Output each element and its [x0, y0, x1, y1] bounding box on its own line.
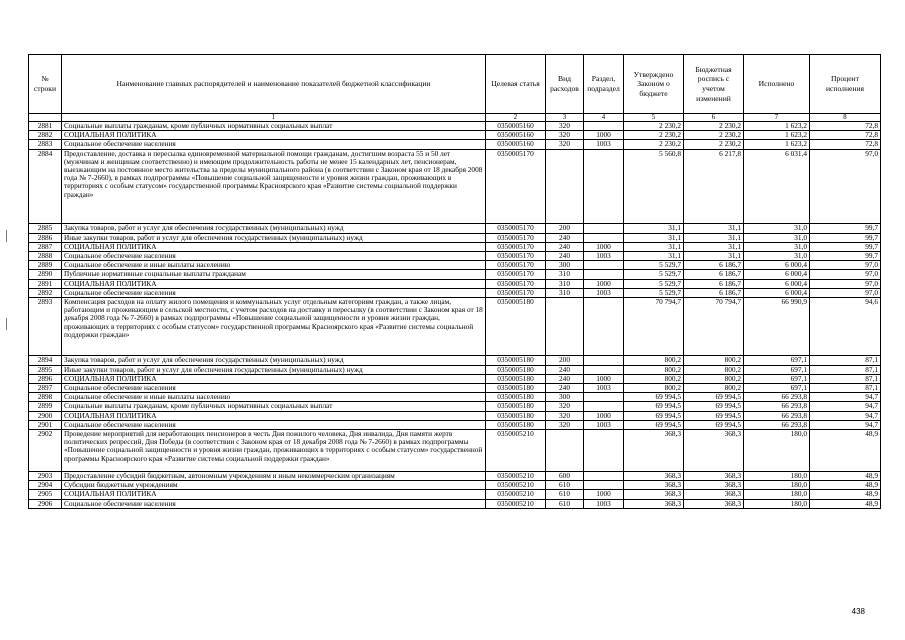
- expense-kind-cell: 600: [546, 472, 584, 481]
- approved-cell: 5 529,7: [624, 261, 684, 270]
- expense-kind-cell: 200: [546, 224, 584, 233]
- section-cell: [584, 233, 624, 242]
- row-number-cell: 2904: [29, 481, 62, 490]
- section-cell: [584, 430, 624, 472]
- expense-kind-cell: 610: [546, 499, 584, 508]
- column-number: [29, 114, 62, 122]
- table-row: [29, 270, 881, 279]
- expense-kind-cell: 240: [546, 242, 584, 251]
- executed-cell: 180,0: [744, 430, 810, 472]
- executed-cell: 31,0: [744, 224, 810, 233]
- section-cell: [584, 365, 624, 374]
- header-executed: Исполнено: [744, 55, 810, 114]
- executed-cell: 66 293,8: [744, 402, 810, 411]
- budget-painting-cell: 368,3: [684, 472, 744, 481]
- section-cell: 1003: [584, 252, 624, 261]
- row-name-cell: Социальные выплаты гражданам, кроме публичных нормативных социальных выплат: [62, 122, 486, 131]
- approved-cell: 5 529,7: [624, 288, 684, 297]
- row-number-cell: 2898: [29, 393, 62, 402]
- table-row: [29, 411, 881, 420]
- column-number: 3: [546, 114, 584, 122]
- approved-cell: 368,3: [624, 490, 684, 499]
- target-article-cell: 0350005170: [486, 224, 546, 233]
- table-row: [29, 393, 881, 402]
- budget-painting-cell: 2 230,2: [684, 122, 744, 131]
- expense-kind-cell: 320: [546, 131, 584, 140]
- column-number: 5: [624, 114, 684, 122]
- budget-painting-cell: 368,3: [684, 490, 744, 499]
- approved-cell: 800,2: [624, 365, 684, 374]
- target-article-cell: 0350005170: [486, 233, 546, 242]
- table-row: [29, 481, 881, 490]
- row-name-cell: СОЦИАЛЬНАЯ ПОЛИТИКА: [62, 131, 486, 140]
- row-name-cell: Проведение мероприятий для неработающих пенсионеров в честь Дня пожилого человека, Дня инвалида, Дня памяти жертв политических репрессий, Дня Победы (в соответствии с Законом края от 18 декабря 2008 года № 7-2660) в рамках подпрограммы «Повышение социальной защищенности и уровня жизни граждан, проживающих в территориях с особым статусом» государственной программы Красноярского края «Развитие системы социальной поддержки граждан»: [62, 430, 486, 472]
- table-row: [29, 242, 881, 251]
- expense-kind-cell: 320: [546, 402, 584, 411]
- percent-cell: 72,8: [810, 122, 881, 131]
- row-name-cell: СОЦИАЛЬНАЯ ПОЛИТИКА: [62, 411, 486, 420]
- expense-kind-cell: 310: [546, 288, 584, 297]
- executed-cell: 66 293,8: [744, 411, 810, 420]
- expense-kind-cell: 240: [546, 374, 584, 383]
- section-cell: [584, 402, 624, 411]
- percent-cell: 94,7: [810, 393, 881, 402]
- budget-painting-cell: 31,1: [684, 242, 744, 251]
- budget-painting-cell: 69 994,5: [684, 420, 744, 429]
- percent-cell: 97,0: [810, 288, 881, 297]
- percent-cell: 97,0: [810, 279, 881, 288]
- table-row: [29, 356, 881, 365]
- row-number-cell: 2905: [29, 490, 62, 499]
- target-article-cell: 0350005180: [486, 393, 546, 402]
- budget-painting-cell: 6 217,8: [684, 149, 744, 224]
- row-number-cell: 2902: [29, 430, 62, 472]
- row-name-cell: Социальное обеспечение и иные выплаты населению: [62, 261, 486, 270]
- budget-painting-cell: 69 994,5: [684, 402, 744, 411]
- budget-painting-cell: 368,3: [684, 430, 744, 472]
- table-row: [29, 472, 881, 481]
- approved-cell: 800,2: [624, 384, 684, 393]
- table-body: [29, 122, 881, 509]
- row-number-cell: 2894: [29, 356, 62, 365]
- percent-cell: 48,9: [810, 481, 881, 490]
- percent-cell: 94,7: [810, 402, 881, 411]
- section-cell: 1003: [584, 288, 624, 297]
- row-number-cell: 2896: [29, 374, 62, 383]
- section-cell: [584, 298, 624, 356]
- budget-painting-cell: 800,2: [684, 384, 744, 393]
- row-name-cell: Субсидии бюджетным учреждениям: [62, 481, 486, 490]
- table-row: [29, 499, 881, 508]
- budget-painting-cell: 69 994,5: [684, 393, 744, 402]
- expense-kind-cell: 310: [546, 270, 584, 279]
- executed-cell: 6 031,4: [744, 149, 810, 224]
- target-article-cell: 0350005210: [486, 490, 546, 499]
- percent-cell: 87,1: [810, 384, 881, 393]
- section-cell: [584, 224, 624, 233]
- executed-cell: 6 000,4: [744, 288, 810, 297]
- row-number-cell: 2887: [29, 242, 62, 251]
- percent-cell: 48,9: [810, 430, 881, 472]
- expense-kind-cell: 320: [546, 122, 584, 131]
- executed-cell: 66 293,8: [744, 420, 810, 429]
- approved-cell: 2 230,2: [624, 140, 684, 149]
- row-name-cell: Закупка товаров, работ и услуг для обеспечения государственных (муниципальных) нужд: [62, 224, 486, 233]
- percent-cell: 99,7: [810, 233, 881, 242]
- approved-cell: 5 529,7: [624, 270, 684, 279]
- row-name-cell: Социальное обеспечение населения: [62, 499, 486, 508]
- executed-cell: 180,0: [744, 499, 810, 508]
- percent-cell: 97,0: [810, 261, 881, 270]
- section-cell: [584, 481, 624, 490]
- row-name-cell: Социальное обеспечение населения: [62, 288, 486, 297]
- target-article-cell: 0350005160: [486, 140, 546, 149]
- section-cell: [584, 122, 624, 131]
- percent-cell: 99,7: [810, 224, 881, 233]
- approved-cell: 31,1: [624, 233, 684, 242]
- row-name-cell: СОЦИАЛЬНАЯ ПОЛИТИКА: [62, 374, 486, 383]
- expense-kind-cell: [546, 149, 584, 224]
- table-row: [29, 140, 881, 149]
- approved-cell: 69 994,5: [624, 420, 684, 429]
- row-number-cell: 2892: [29, 288, 62, 297]
- section-cell: 1000: [584, 242, 624, 251]
- target-article-cell: 0350005170: [486, 261, 546, 270]
- row-number-cell: 2906: [29, 499, 62, 508]
- executed-cell: 697,1: [744, 365, 810, 374]
- target-article-cell: 0350005180: [486, 374, 546, 383]
- percent-cell: 94,7: [810, 420, 881, 429]
- target-article-cell: 0350005210: [486, 430, 546, 472]
- expense-kind-cell: 240: [546, 384, 584, 393]
- table-row: [29, 365, 881, 374]
- row-number-cell: 2885: [29, 224, 62, 233]
- approved-cell: 69 994,5: [624, 411, 684, 420]
- row-name-cell: Предоставление субсидий бюджетным, автономным учреждениям и иным некоммерческим организациям: [62, 472, 486, 481]
- header-name: Наименование главных распорядителей и наименование показателей бюджетной классификации: [62, 55, 486, 114]
- table-row: [29, 298, 881, 356]
- budget-painting-cell: 2 230,2: [684, 140, 744, 149]
- section-cell: [584, 270, 624, 279]
- executed-cell: 31,0: [744, 242, 810, 251]
- page-number: 438: [851, 607, 865, 616]
- row-number-cell: 2886: [29, 233, 62, 242]
- approved-cell: 5 529,7: [624, 279, 684, 288]
- approved-cell: 69 994,5: [624, 393, 684, 402]
- section-cell: 1000: [584, 490, 624, 499]
- target-article-cell: 0350005160: [486, 122, 546, 131]
- target-article-cell: 0350005180: [486, 420, 546, 429]
- column-number: 8: [810, 114, 881, 122]
- table-row: [29, 384, 881, 393]
- percent-cell: 87,1: [810, 374, 881, 383]
- expense-kind-cell: 300: [546, 261, 584, 270]
- row-name-cell: Социальное обеспечение населения: [62, 420, 486, 429]
- row-name-cell: Социальное обеспечение населения: [62, 252, 486, 261]
- approved-cell: 70 794,7: [624, 298, 684, 356]
- row-number-cell: 2881: [29, 122, 62, 131]
- row-number-cell: 2883: [29, 140, 62, 149]
- approved-cell: 800,2: [624, 374, 684, 383]
- expense-kind-cell: 240: [546, 252, 584, 261]
- percent-cell: 99,7: [810, 252, 881, 261]
- row-number-cell: 2899: [29, 402, 62, 411]
- row-number-cell: 2903: [29, 472, 62, 481]
- target-article-cell: 0350005170: [486, 149, 546, 224]
- executed-cell: 6 000,4: [744, 279, 810, 288]
- approved-cell: 368,3: [624, 499, 684, 508]
- target-article-cell: 0350005170: [486, 288, 546, 297]
- target-article-cell: 0350005170: [486, 279, 546, 288]
- approved-cell: 368,3: [624, 472, 684, 481]
- target-article-cell: 0350005170: [486, 242, 546, 251]
- margin-mark: [6, 230, 7, 242]
- approved-cell: 31,1: [624, 252, 684, 261]
- budget-painting-cell: 69 994,5: [684, 411, 744, 420]
- table-row: [29, 131, 881, 140]
- table-row: [29, 233, 881, 242]
- table-row: [29, 261, 881, 270]
- row-number-cell: 2900: [29, 411, 62, 420]
- row-name-cell: Социальное обеспечение населения: [62, 140, 486, 149]
- row-number-cell: 2897: [29, 384, 62, 393]
- row-name-cell: Публичные нормативные социальные выплаты гражданам: [62, 270, 486, 279]
- budget-painting-cell: 6 186,7: [684, 288, 744, 297]
- budget-execution-table: [28, 54, 881, 509]
- executed-cell: 31,0: [744, 252, 810, 261]
- table-row: [29, 420, 881, 429]
- row-number-cell: 2891: [29, 279, 62, 288]
- executed-cell: 31,0: [744, 233, 810, 242]
- section-cell: [584, 261, 624, 270]
- table-row: [29, 402, 881, 411]
- percent-cell: 48,9: [810, 490, 881, 499]
- percent-cell: 94,6: [810, 298, 881, 356]
- budget-painting-cell: 6 186,7: [684, 279, 744, 288]
- approved-cell: 368,3: [624, 430, 684, 472]
- expense-kind-cell: 200: [546, 356, 584, 365]
- column-number-row: [29, 114, 881, 122]
- executed-cell: 1 623,2: [744, 140, 810, 149]
- column-number: 2: [486, 114, 546, 122]
- header-section: Раздел, подраздел: [584, 55, 624, 114]
- executed-cell: 180,0: [744, 490, 810, 499]
- row-name-cell: Предоставление, доставка и пересылка единовременной материальной помощи гражданам, достигшим возраста 55 и 50 лет (мужчинам и женщинам соответственно) и имеющим продолжительность работы не менее 15 календарных лет, пенсионерам, выезжающим на постоянное место жительства за пределы муниципального района (в соответствии с Законом края от 18 декабря 2008 года № 7-2660), в рамках подпрограммы «Повышение социальной защищенности и уровня жизни граждан, проживающих в территориях с особым статусом» государственной программы Красноярского края «Развитие системы социальной поддержки граждан»: [62, 149, 486, 224]
- table-row: [29, 430, 881, 472]
- header-row-number: № строки: [29, 55, 62, 114]
- percent-cell: 99,7: [810, 242, 881, 251]
- header-target-article: Целевая статья: [486, 55, 546, 114]
- approved-cell: 5 560,8: [624, 149, 684, 224]
- executed-cell: 66 293,8: [744, 393, 810, 402]
- section-cell: [584, 393, 624, 402]
- row-name-cell: Социальное обеспечение и иные выплаты населению: [62, 393, 486, 402]
- row-name-cell: Иные закупки товаров, работ и услуг для обеспечения государственных (муниципальных) нужд: [62, 233, 486, 242]
- row-name-cell: Социальное обеспечение населения: [62, 384, 486, 393]
- budget-painting-cell: 800,2: [684, 356, 744, 365]
- approved-cell: 2 230,2: [624, 131, 684, 140]
- row-number-cell: 2882: [29, 131, 62, 140]
- target-article-cell: 0350005180: [486, 384, 546, 393]
- column-number: 7: [744, 114, 810, 122]
- target-article-cell: 0350005170: [486, 252, 546, 261]
- section-cell: 1003: [584, 384, 624, 393]
- row-number-cell: 2893: [29, 298, 62, 356]
- executed-cell: 697,1: [744, 356, 810, 365]
- percent-cell: 72,8: [810, 140, 881, 149]
- target-article-cell: 0350005210: [486, 481, 546, 490]
- percent-cell: 87,1: [810, 365, 881, 374]
- row-number-cell: 2888: [29, 252, 62, 261]
- executed-cell: 697,1: [744, 384, 810, 393]
- row-number-cell: 2890: [29, 270, 62, 279]
- expense-kind-cell: 610: [546, 481, 584, 490]
- table-row: [29, 374, 881, 383]
- expense-kind-cell: [546, 430, 584, 472]
- section-cell: 1000: [584, 374, 624, 383]
- section-cell: 1000: [584, 279, 624, 288]
- header-percent: Процент исполнения: [810, 55, 881, 114]
- budget-painting-cell: 800,2: [684, 365, 744, 374]
- target-article-cell: 0350005170: [486, 270, 546, 279]
- budget-table-sheet: [28, 54, 880, 509]
- approved-cell: 69 994,5: [624, 402, 684, 411]
- approved-cell: 800,2: [624, 356, 684, 365]
- header-budget-painting: Бюджетная роспись с учетом изменений: [684, 55, 744, 114]
- table-row: [29, 490, 881, 499]
- table-row: [29, 279, 881, 288]
- row-number-cell: 2895: [29, 365, 62, 374]
- approved-cell: 31,1: [624, 242, 684, 251]
- percent-cell: 48,9: [810, 472, 881, 481]
- table-row: [29, 288, 881, 297]
- budget-painting-cell: 368,3: [684, 499, 744, 508]
- executed-cell: 1 623,2: [744, 122, 810, 131]
- table-row: [29, 252, 881, 261]
- table-row: [29, 122, 881, 131]
- budget-painting-cell: 800,2: [684, 374, 744, 383]
- percent-cell: 72,8: [810, 131, 881, 140]
- percent-cell: 97,0: [810, 270, 881, 279]
- executed-cell: 1 623,2: [744, 131, 810, 140]
- section-cell: [584, 356, 624, 365]
- expense-kind-cell: 310: [546, 279, 584, 288]
- row-number-cell: 2889: [29, 261, 62, 270]
- executed-cell: 180,0: [744, 481, 810, 490]
- executed-cell: 6 000,4: [744, 261, 810, 270]
- section-cell: 1003: [584, 499, 624, 508]
- target-article-cell: 0350005180: [486, 411, 546, 420]
- budget-painting-cell: 31,1: [684, 224, 744, 233]
- row-name-cell: Социальные выплаты гражданам, кроме публичных нормативных социальных выплат: [62, 402, 486, 411]
- budget-painting-cell: 2 230,2: [684, 131, 744, 140]
- column-number: 4: [584, 114, 624, 122]
- column-number: 6: [684, 114, 744, 122]
- section-cell: [584, 472, 624, 481]
- budget-painting-cell: 31,1: [684, 252, 744, 261]
- expense-kind-cell: 300: [546, 393, 584, 402]
- margin-mark: [6, 318, 7, 330]
- section-cell: 1000: [584, 411, 624, 420]
- table-row: [29, 149, 881, 224]
- target-article-cell: 0350005180: [486, 298, 546, 356]
- target-article-cell: 0350005160: [486, 131, 546, 140]
- target-article-cell: 0350005180: [486, 402, 546, 411]
- column-number: 1: [62, 114, 486, 122]
- section-cell: [584, 149, 624, 224]
- budget-painting-cell: 31,1: [684, 233, 744, 242]
- row-name-cell: СОЦИАЛЬНАЯ ПОЛИТИКА: [62, 279, 486, 288]
- row-name-cell: Иные закупки товаров, работ и услуг для обеспечения государственных (муниципальных) нужд: [62, 365, 486, 374]
- approved-cell: 31,1: [624, 224, 684, 233]
- budget-painting-cell: 70 794,7: [684, 298, 744, 356]
- section-cell: 1003: [584, 140, 624, 149]
- budget-painting-cell: 6 186,7: [684, 270, 744, 279]
- section-cell: 1000: [584, 131, 624, 140]
- executed-cell: 66 990,9: [744, 298, 810, 356]
- header-expense-kind: Вид расходов: [546, 55, 584, 114]
- table-row: [29, 224, 881, 233]
- row-name-cell: Закупка товаров, работ и услуг для обеспечения государственных (муниципальных) нужд: [62, 356, 486, 365]
- header-approved: Утверждено Законом о бюджете: [624, 55, 684, 114]
- section-cell: 1003: [584, 420, 624, 429]
- expense-kind-cell: 320: [546, 140, 584, 149]
- expense-kind-cell: 240: [546, 233, 584, 242]
- header-row: [29, 55, 881, 114]
- executed-cell: 180,0: [744, 472, 810, 481]
- expense-kind-cell: 240: [546, 365, 584, 374]
- approved-cell: 368,3: [624, 481, 684, 490]
- row-number-cell: 2884: [29, 149, 62, 224]
- executed-cell: 697,1: [744, 374, 810, 383]
- row-name-cell: СОЦИАЛЬНАЯ ПОЛИТИКА: [62, 490, 486, 499]
- expense-kind-cell: 320: [546, 420, 584, 429]
- row-number-cell: 2901: [29, 420, 62, 429]
- executed-cell: 6 000,4: [744, 270, 810, 279]
- expense-kind-cell: [546, 298, 584, 356]
- target-article-cell: 0350005210: [486, 499, 546, 508]
- percent-cell: 94,7: [810, 411, 881, 420]
- target-article-cell: 0350005180: [486, 356, 546, 365]
- budget-painting-cell: 6 186,7: [684, 261, 744, 270]
- target-article-cell: 0350005210: [486, 472, 546, 481]
- row-name-cell: СОЦИАЛЬНАЯ ПОЛИТИКА: [62, 242, 486, 251]
- expense-kind-cell: 610: [546, 490, 584, 499]
- row-name-cell: Компенсация расходов на оплату жилого помещения и коммунальных услуг отдельным категориям граждан, а также лицам, работающим и проживающим в сельской местности, с учетом расходов на доставку и пересылку (в соответствии с Законом края от 18 декабря 2008 года № 7-2660) в рамках подпрограммы «Повышение социальной защищенности и уровня жизни граждан, проживающих в территориях с особым статусом» государственной программы Красноярского края «Развитие системы социальной поддержки граждан»: [62, 298, 486, 356]
- budget-painting-cell: 368,3: [684, 481, 744, 490]
- percent-cell: 48,9: [810, 499, 881, 508]
- approved-cell: 2 230,2: [624, 122, 684, 131]
- target-article-cell: 0350005180: [486, 365, 546, 374]
- percent-cell: 97,0: [810, 149, 881, 224]
- expense-kind-cell: 320: [546, 411, 584, 420]
- percent-cell: 87,1: [810, 356, 881, 365]
